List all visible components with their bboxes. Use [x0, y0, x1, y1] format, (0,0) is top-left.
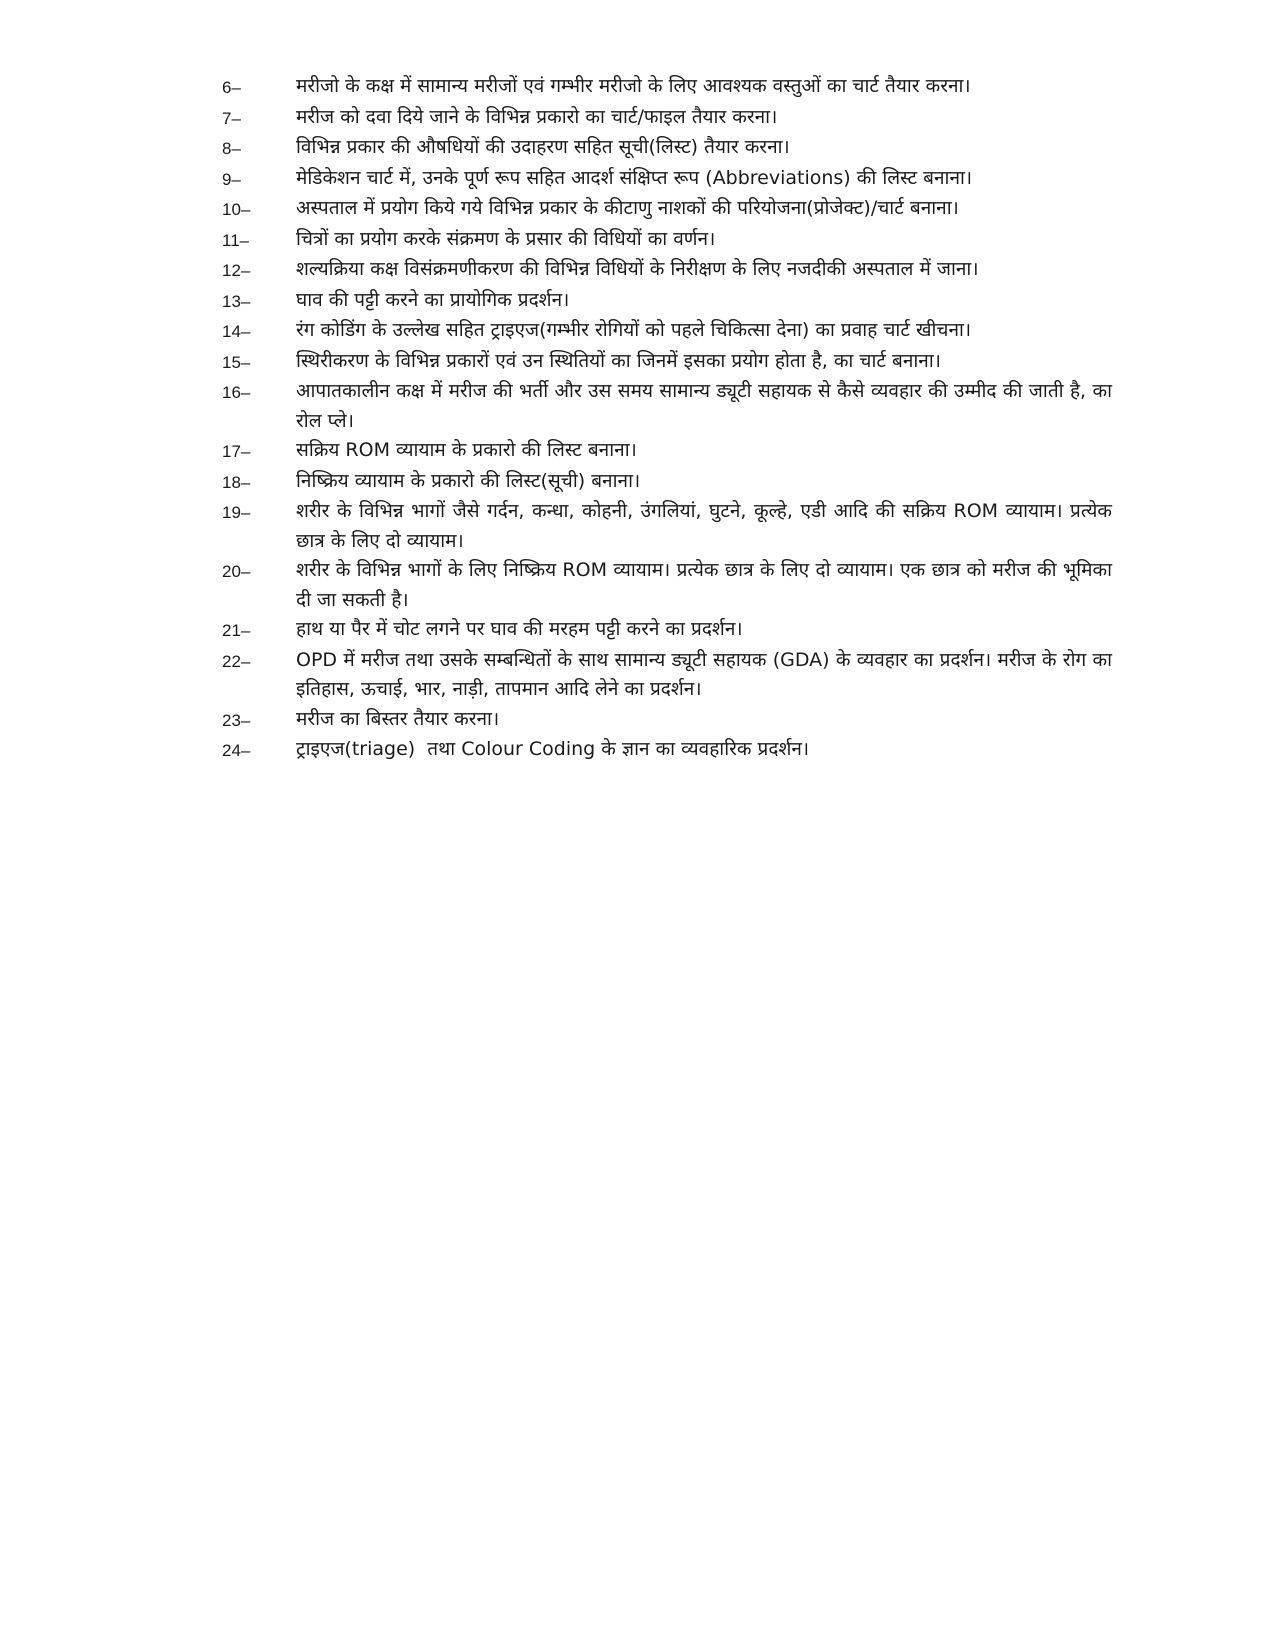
item-text: शल्यक्रिया कक्ष विसंक्रमणीकरण की विभिन्न विधियों के निरीक्षण के लिए नजदीकी अस्पताल में जाना।	[296, 258, 979, 280]
list-item	[222, 194, 1112, 225]
item-text: मेडिकेशन चार्ट में, उनके पूर्ण रूप सहित आदर्श संक्षिप्त रूप (Abbreviations) की लिस्ट बनाना।	[296, 166, 973, 189]
list-item	[222, 225, 1112, 256]
item-number: 11–	[222, 230, 250, 250]
list-item	[222, 103, 1112, 134]
item-number: 14–	[222, 322, 251, 341]
list-item	[222, 646, 1119, 705]
item-text: घाव की पट्टी करने का प्रायोगिक प्रदर्शन।	[296, 288, 570, 311]
list-item	[222, 164, 1112, 195]
list-item	[222, 286, 1112, 317]
list-item	[222, 705, 1112, 736]
item-text: शरीर के विभिन्न भागों के लिए निष्क्रिय ROM व्यायाम। प्रत्येक छात्र के लिए दो व्यायाम। एक छात्र को मरीज की भूमिका दी जा सकती है।	[296, 559, 1119, 611]
item-number: 23–	[222, 710, 251, 730]
item-text: अस्पताल में प्रयोग किये गये विभिन्न प्रकार के कीटाणु नाशकों की परियोजना(प्रोजेक्ट)/चार्ट बनाना।	[296, 197, 959, 219]
list-item	[222, 133, 1112, 164]
list-item	[222, 436, 1112, 467]
list-item	[222, 735, 1112, 766]
item-text: निष्क्रिय व्यायाम के प्रकारो की लिस्ट(सूची) बनाना।	[296, 469, 641, 492]
item-text: आपातकालीन कक्ष में मरीज की भर्ती और उस समय सामान्य ड्यूटी सहायक से कैसे व्यवहार की उम्मीद की जाती है, का रोल प्ले।	[296, 380, 1119, 432]
item-number: 24–	[222, 741, 251, 760]
list-item	[222, 316, 1112, 347]
list-item	[222, 72, 1112, 103]
item-text: मरीज का बिस्तर तैयार करना।	[296, 707, 500, 730]
item-number: 12–	[222, 261, 251, 280]
item-text: शरीर के विभिन्न भागों जैसे गर्दन, कन्धा, कोहनी, उंगलियां, घुटने, कूल्हे, एडी आदि की सक्रिय ROM व्यायाम। प्रत्येक छात्र के लिए दो व्यायाम।	[296, 500, 1119, 552]
list-item	[222, 497, 1119, 556]
list-item	[222, 377, 1119, 436]
list-item	[222, 467, 1112, 498]
list-item	[222, 347, 1112, 378]
list-item	[222, 556, 1119, 615]
item-number: 21–	[222, 621, 251, 640]
practical-activities-list	[222, 72, 1119, 766]
item-text: चित्रों का प्रयोग करके संक्रमण के प्रसार की विधियों का वर्णन।	[296, 227, 716, 250]
item-number: 8–	[222, 139, 241, 158]
item-text: विभिन्न प्रकार की औषधियों की उदाहरण सहित सूची(लिस्ट) तैयार करना।	[296, 136, 790, 158]
item-number: 16–	[222, 383, 251, 402]
item-number: 6–	[222, 78, 241, 97]
item-number: 19–	[222, 503, 251, 522]
item-text: स्थिरीकरण के विभिन्न प्रकारों एवं उन स्थितियों का जिनमें इसका प्रयोग होता है, का चार्ट बनाना।	[296, 349, 941, 372]
item-number: 10–	[222, 200, 251, 219]
item-text: सक्रिय ROM व्यायाम के प्रकारो की लिस्ट बनाना।	[296, 439, 637, 461]
list-item	[222, 615, 1112, 646]
item-text: ट्राइएज(triage) तथा Colour Coding के ज्ञान का व्यवहारिक प्रदर्शन।	[296, 738, 810, 760]
item-text: हाथ या पैर में चोट लगने पर घाव की मरहम पट्टी करने का प्रदर्शन।	[296, 618, 743, 640]
list-item	[222, 255, 1112, 286]
item-number: 18–	[222, 472, 251, 492]
item-text: मरीजो के कक्ष में सामान्य मरीजों एवं गम्भीर मरीजो के लिए आवश्यक वस्तुओं का चार्ट तैयार करना।	[296, 75, 971, 97]
item-text: मरीज को दवा दिये जाने के विभिन्न प्रकारो का चार्ट/फाइल तैयार करना।	[296, 105, 778, 128]
item-number: 9–	[222, 169, 241, 189]
item-number: 22–	[222, 651, 251, 671]
item-number: 15–	[222, 352, 251, 372]
item-number: 20–	[222, 562, 251, 581]
item-number: 17–	[222, 442, 251, 461]
item-text: OPD में मरीज तथा उसके सम्बन्धितों के साथ सामान्य ड्यूटी सहायक (GDA) के व्यवहार का प्रदर्शन। मरीज के रोग का इतिहास, ऊचाई, भार, नाड़ी, तापमान आदि लेने का प्रदर्शन।	[296, 648, 1119, 700]
item-text: रंग कोडिंग के उल्लेख सहित ट्राइएज(गम्भीर रोगियों को पहले चिकित्सा देना) का प्रवाह चार्ट खीचना।	[296, 319, 972, 341]
item-number: 7–	[222, 108, 241, 128]
item-number: 13–	[222, 291, 251, 311]
